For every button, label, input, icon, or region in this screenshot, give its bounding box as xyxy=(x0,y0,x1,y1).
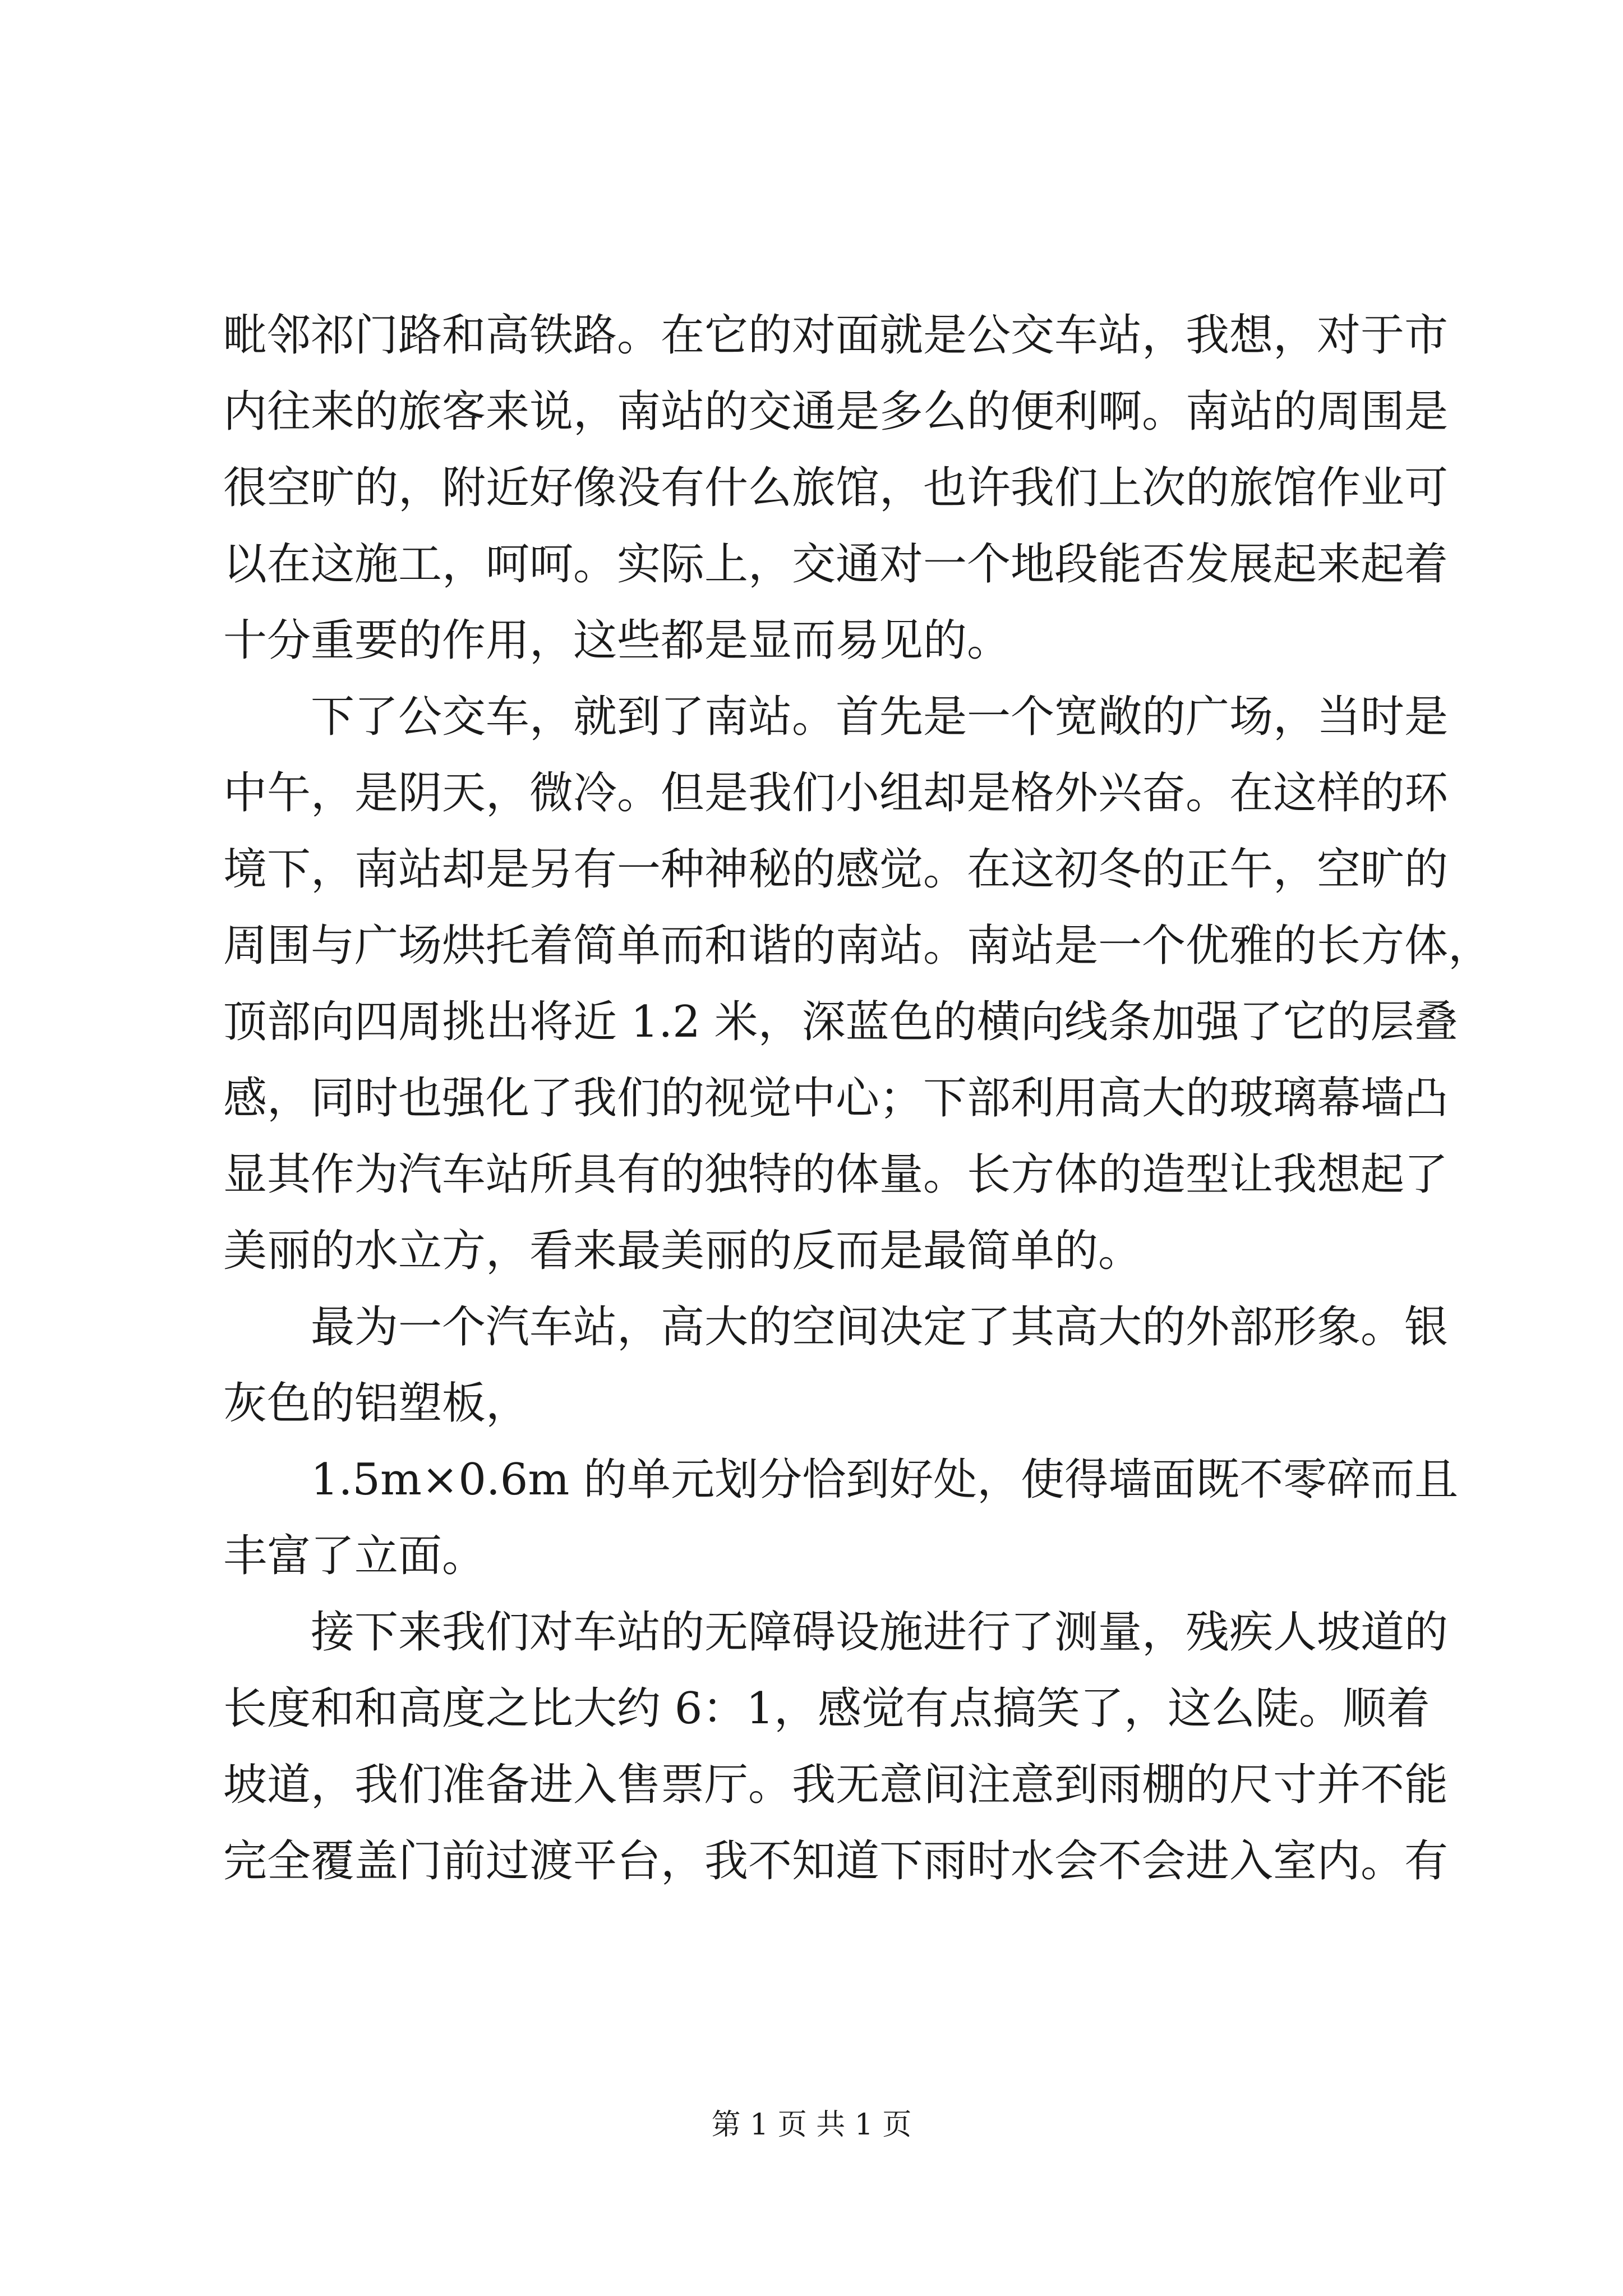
text-line: 灰色的铝塑板， xyxy=(223,1378,530,1429)
text-line: 最为一个汽车站，高大的空间决定了其高大的外部形象。银 xyxy=(311,1302,1449,1352)
text-line: 十分重要的作用，这些都是显而易见的。 xyxy=(223,615,1011,666)
text-line: 境下，南站却是另有一种神秘的感觉。在这初冬的正午，空旷的 xyxy=(223,844,1449,895)
text-line: 美丽的水立方，看来最美丽的反而是最简单的。 xyxy=(223,1226,1142,1276)
text-line: 1.5m×0.6m 的单元划分恰到好处，使得墙面既不零碎而且 xyxy=(311,1455,1459,1505)
text-line: 内往来的旅客来说，南站的交通是多么的便利啊。南站的周围是 xyxy=(223,386,1449,437)
page-footer: 第 1 页 共 1 页 xyxy=(711,2108,912,2142)
text-line: 毗邻祁门路和高铁路。在它的对面就是公交车站，我想，对于市 xyxy=(223,310,1449,361)
text-line: 感，同时也强化了我们的视觉中心；下部利用高大的玻璃幕墙凸 xyxy=(223,1073,1449,1124)
text-line: 坡道，我们准备进入售票厅。我无意间注意到雨棚的尺寸并不能 xyxy=(223,1760,1449,1810)
body-text xyxy=(223,297,1492,1899)
text-line: 很空旷的，附近好像没有什么旅馆，也许我们上次的旅馆作业可 xyxy=(223,463,1449,513)
text-line: 长度和和高度之比大约 6：1，感觉有点搞笑了，这么陡。顺着 xyxy=(223,1683,1431,1734)
text-line: 下了公交车，就到了南站。首先是一个宽敞的广场，当时是 xyxy=(311,692,1449,742)
text-line: 完全覆盖门前过渡平台，我不知道下雨时水会不会进入室内。有 xyxy=(223,1836,1449,1887)
text-line: 以在这施工，呵呵。实际上，交通对一个地段能否发展起来起着 xyxy=(223,539,1449,590)
text-line: 顶部向四周挑出将近 1.2 米，深蓝色的横向线条加强了它的层叠 xyxy=(223,997,1458,1047)
text-line: 接下来我们对车站的无障碍设施进行了测量，残疾人坡道的 xyxy=(311,1607,1449,1658)
text-line: 丰富了立面。 xyxy=(223,1531,486,1581)
text-line: 周围与广场烘托着简单而和谐的南站。南站是一个优雅的长方体， xyxy=(223,921,1492,971)
text-line: 中午，是阴天，微冷。但是我们小组却是格外兴奋。在这样的环 xyxy=(223,768,1449,818)
text-line: 显其作为汽车站所具有的独特的体量。长方体的造型让我想起了 xyxy=(223,1149,1449,1200)
